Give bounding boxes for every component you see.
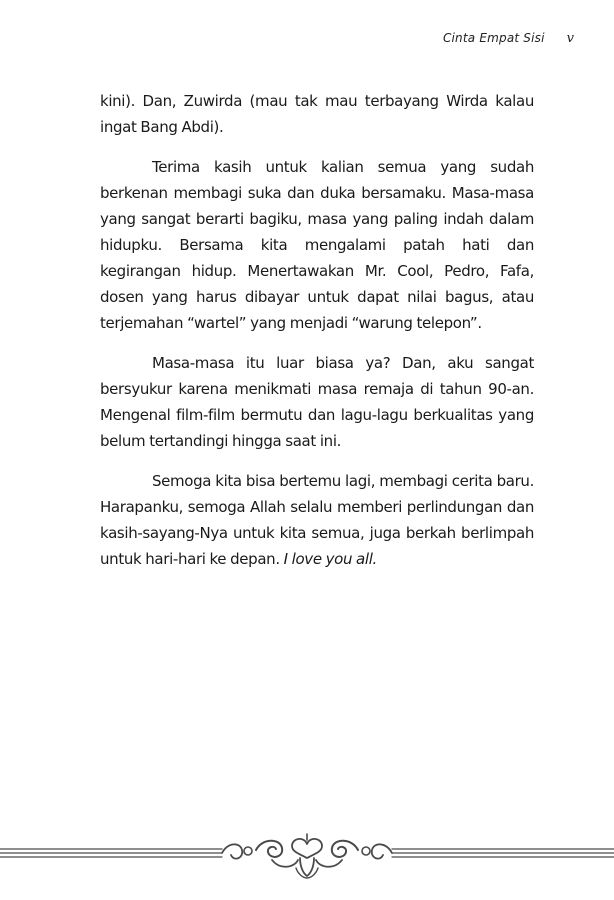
paragraph-text: Terima kasih untuk kalian semua yang sudah berkenan membagi suka dan duka bersamaku. Masa-masa yang sangat berarti bagiku, masa yang paling indah dalam hidupku. Bersama kita mengalami patah hati dan kegirangan hidup. Menertawakan Mr. Cool, Pedro, Fafa, dosen yang harus dibayar untuk dapat nilai bagus, atau terjemahan “wartel” yang menjadi “warung telepon”. [100, 158, 534, 332]
paragraph-text: Masa-masa itu luar biasa ya? Dan, aku sangat bersyukur karena menikmati masa remaja di tahun 90-an. Mengenal film-film bermutu dan lagu-lagu berkualitas yang belum tertandingi hingga saat ini. [100, 354, 534, 450]
paragraph-nineties [100, 350, 534, 454]
body-text [100, 88, 534, 586]
running-head [443, 31, 574, 46]
paragraph-text: Semoga kita bisa bertemu lagi, membagi cerita baru. Harapanku, semoga Allah selalu memberi perlindungan dan kasih-sayang-Nya untuk kita semua, juga berkah berlimpah untuk hari-hari ke depan. [100, 472, 534, 568]
paragraph-text: kini). Dan, Zuwirda (mau tak mau terbayang Wirda kalau ingat Bang Abdi). [100, 92, 534, 136]
paragraph-closing [100, 468, 534, 572]
page-number: v [566, 31, 574, 46]
paragraph-thanks [100, 154, 534, 336]
running-head-title: Cinta Empat Sisi [442, 31, 545, 45]
closing-italic: I love you all. [283, 550, 377, 568]
paragraph-continuation [100, 88, 534, 140]
flourish-divider-icon [0, 828, 614, 890]
